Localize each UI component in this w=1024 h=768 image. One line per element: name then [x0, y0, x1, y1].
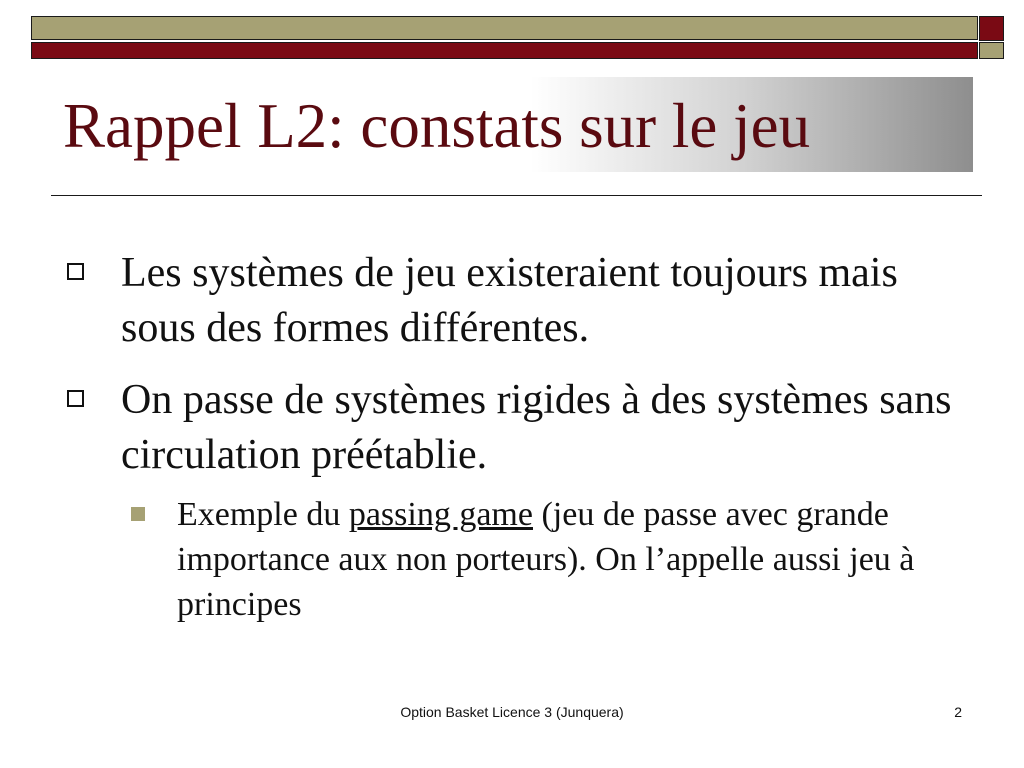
red-header-bar — [31, 42, 978, 59]
sub-bullet-prefix: Exemple du — [177, 496, 349, 533]
sub-bullet-text — [177, 492, 957, 627]
corner-red-square — [979, 16, 1004, 41]
passing-game-link[interactable]: passing game — [348, 496, 533, 533]
hollow-square-bullet-icon — [67, 263, 84, 280]
slide-title: Rappel L2: constats sur le jeu — [63, 91, 811, 161]
filled-square-bullet-icon — [131, 507, 145, 521]
olive-header-bar — [31, 16, 978, 40]
hollow-square-bullet-icon — [67, 390, 84, 407]
corner-olive-square — [979, 42, 1004, 59]
bullet-text-1: Les systèmes de jeu existeraient toujours mais sous des formes différentes. — [121, 250, 898, 351]
page-number: 2 — [954, 704, 962, 720]
header-decoration-bars — [31, 16, 978, 59]
title-divider — [51, 195, 982, 196]
bullet-text-2: On passe de systèmes rigides à des systèmes sans circulation préétablie. — [121, 377, 952, 478]
sub-bullet-suffix: (jeu de passe avec grande importance aux non porteurs). On l’appelle aussi jeu à principes — [177, 496, 915, 623]
slide-footer: Option Basket Licence 3 (Junquera) — [400, 704, 624, 720]
